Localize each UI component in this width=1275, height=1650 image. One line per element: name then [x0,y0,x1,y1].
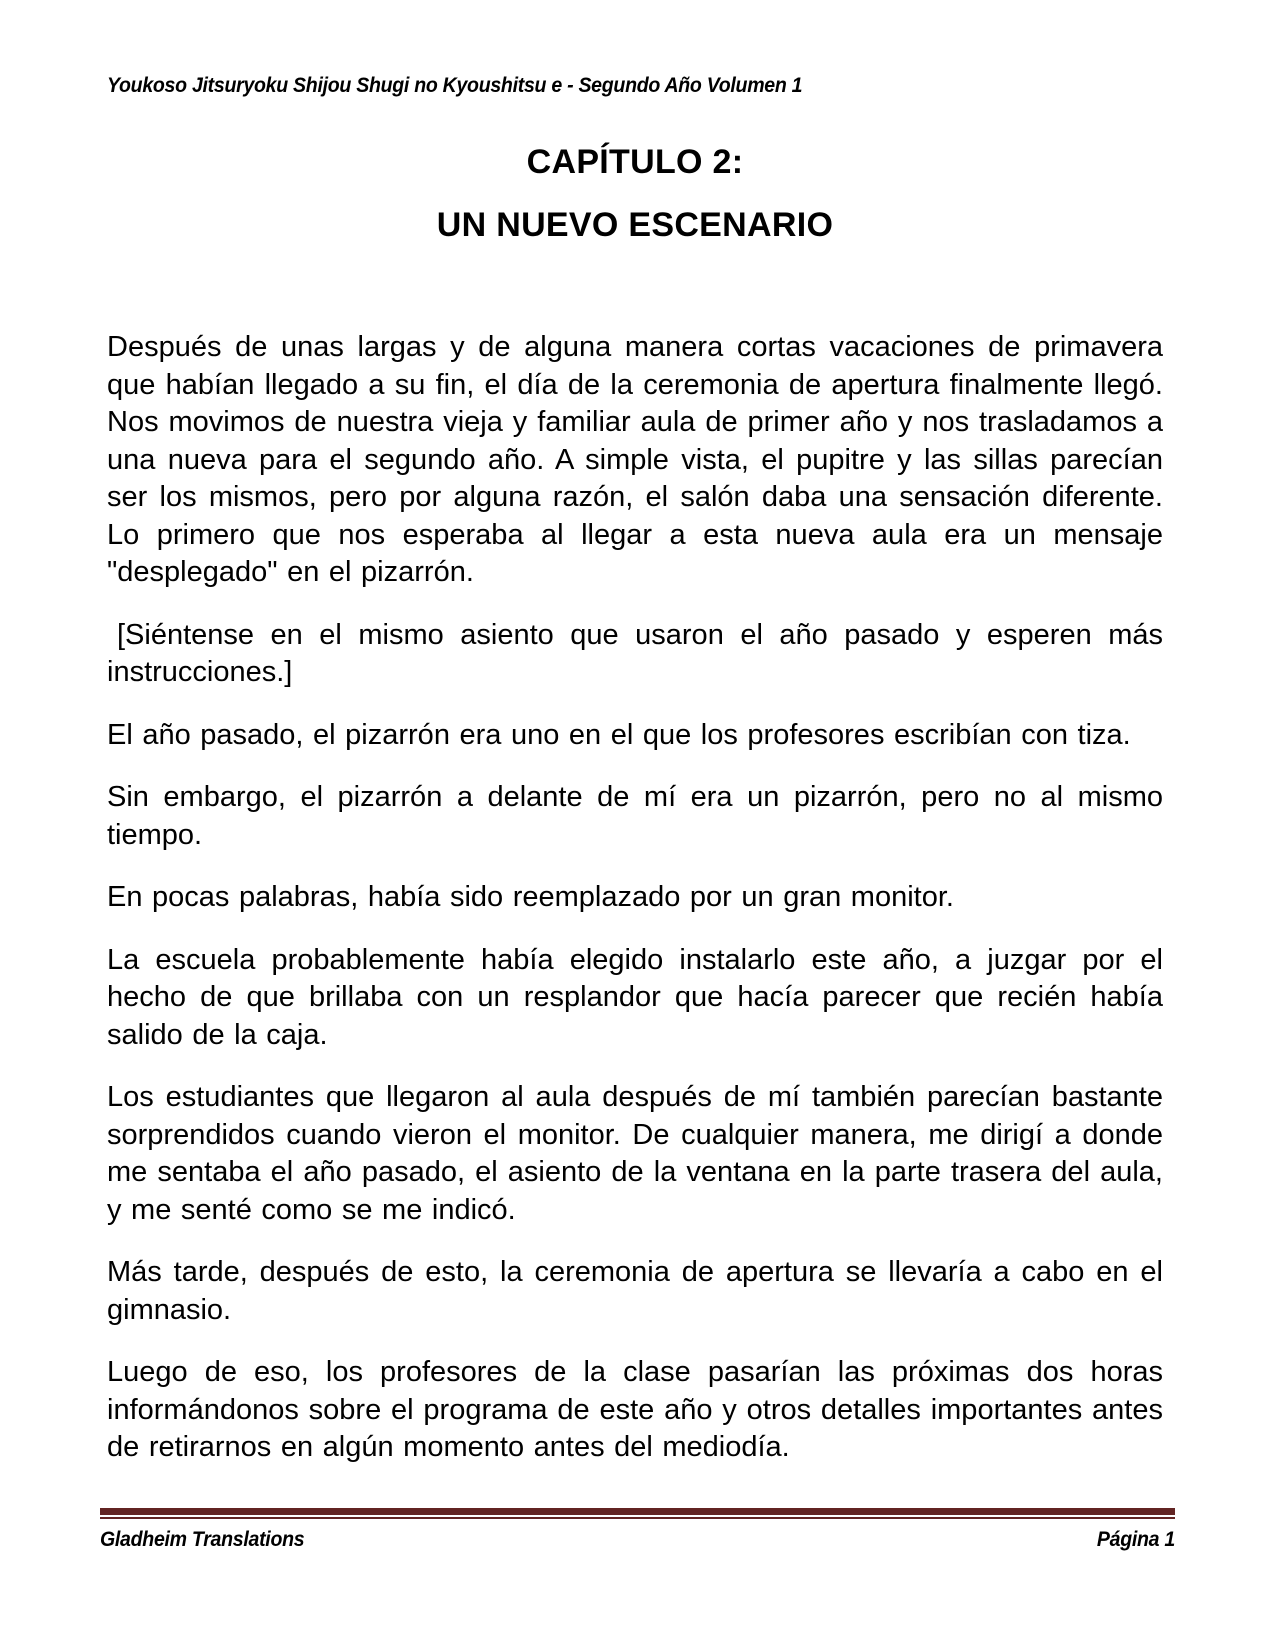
paragraph: Sin embargo, el pizarrón a delante de mí era un pizarrón, pero no al mismo tiempo. [107,781,1163,851]
paragraph: El año pasado, el pizarrón era uno en el que los profesores escribían con tiza. [107,718,1131,751]
footer-page-number: Página 1 [1096,1528,1175,1551]
chapter-body [107,329,1163,1467]
footer-translator-credit: Gladheim Translations [100,1528,305,1551]
page-footer [100,1508,1175,1552]
page-header [107,0,1163,98]
chapter-title-heading: UN NUEVO ESCENARIO [436,206,834,244]
footer-row [100,1528,1175,1552]
paragraph: En pocas palabras, había sido reemplazado por un gran monitor. [107,881,954,913]
chapter-heading [107,142,1163,245]
footer-rule-thin [100,1517,1175,1519]
paragraph: Luego de eso, los profesores de la clase pasarían las próximas dos horas informándonos sobre el programa de este año y otros detalles importantes antes de retirarnos en algún momento antes del mediodía. [107,1356,1163,1463]
paragraph: Más tarde, después de esto, la ceremonia de apertura se llevaría a cabo en el gimnasio. [107,1256,1163,1326]
paragraph: Después de unas largas y de alguna manera cortas vacaciones de primavera que habían llegado a su fin, el día de la ceremonia de apertura finalmente llegó. Nos movimos de nuestra vieja y familiar aula de primer año y nos trasladamos a una nueva para el segundo año. A simple vista, el pupitre y las sillas parecían ser los mismos, pero por alguna razón, el salón daba una sensación diferente. Lo primero que nos esperaba al llegar a esta nueva aula era un mensaje "desplegado" en el pizarrón. [107,331,1163,588]
paragraph: Los estudiantes que llegaron al aula después de mí también parecían bastante sorprendidos cuando vieron el monitor. De cualquier manera, me dirigí a donde me sentaba el año pasado, el asiento de la ventana en la parte trasera del aula, y me senté como se me indicó. [107,1081,1163,1226]
paragraph: [Siéntense en el mismo asiento que usaron el año pasado y esperen más instrucciones.] [107,618,1163,688]
chapter-number-heading: CAPÍTULO 2: [526,143,744,181]
header-title: Youkoso Jitsuryoku Shijou Shugi no Kyoushitsu e - Segundo Año Volumen 1 [107,74,803,97]
footer-rule-thick [100,1508,1175,1515]
footer-rule [100,1508,1175,1519]
paragraph: La escuela probablemente había elegido instalarlo este año, a juzgar por el hecho de que brillaba con un resplandor que hacía parecer que recién había salido de la caja. [107,943,1163,1051]
